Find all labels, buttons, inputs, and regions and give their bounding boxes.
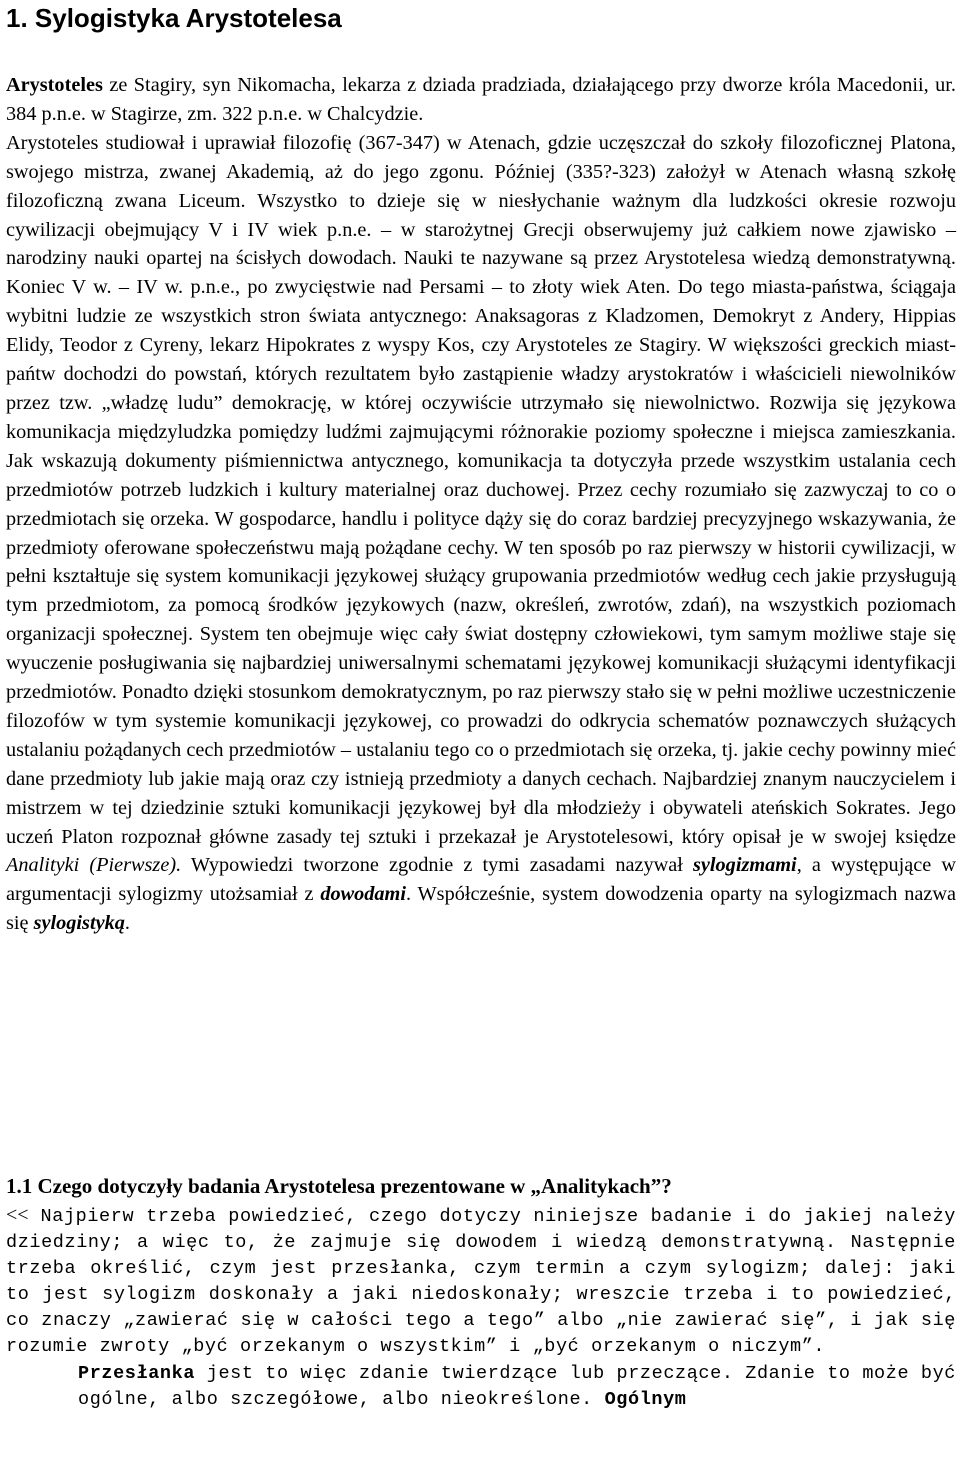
body-text [6, 71, 956, 938]
term-syllogisms: sylogizmami [693, 854, 797, 877]
quote-paragraph [6, 1202, 956, 1361]
term-proofs: dowodami [320, 883, 406, 906]
premise-text: jest to więc zdanie twierdzące lub przeczące. Zdanie to może być ogólne, albo szczegółowe, albo nieokreślone. [78, 1362, 956, 1410]
main-text-5: . [124, 912, 130, 935]
quote-text: Najpierw trzeba powiedzieć, czego dotyczy niniejsze badanie i do jakiej należy dziedziny; a więc to, że zajmuje się dowodem i wiedzą demonstratywną. Następnie trzeba określić, czym jest przesłanka, czym termin a czym sylogizm; dalej: jaki to jest sylogizm doskonały a jaki niedoskonały; wreszcie trzeba i to powiedzieć, co znaczy „zawierać się w całości tego a tego” albo „nie zawierać się”, i jak się rozumie zwroty „być orzekanym o wszystkim” i „być orzekanym o niczym”. [6, 1206, 956, 1358]
main-text-2: Wypowiedzi tworzone zgodnie z tymi zasadami nazywał [181, 854, 694, 877]
page-title: 1. Sylogistyka Arystotelesa [6, 3, 342, 33]
quote-marker: << [6, 1204, 29, 1226]
term-premise: Przesłanka [78, 1362, 196, 1384]
intro-paragraph [6, 71, 956, 129]
term-general: Ogólnym [604, 1388, 687, 1410]
main-paragraph [6, 129, 956, 938]
premise-paragraph [6, 1361, 956, 1413]
section-heading: 1.1 Czego dotyczyły badania Arystotelesa prezentowane w „Analitykach”? [6, 1174, 672, 1198]
intro-text: ze Stagiry, syn Nikomacha, lekarza z dziada pradziada, działającego przy dworze króla Macedonii, ur. 384 p.n.e. w Stagirze, zm. 322 p.n.e. w Chalcydzie. [6, 74, 956, 125]
term-syllogistics: sylogistyką [33, 912, 125, 935]
author-name: Arystoteles [6, 74, 103, 96]
quote-block [6, 1202, 956, 1413]
main-text-3: , a występujące w argumentacji sylogizmy utożsamiał z [6, 854, 956, 906]
main-text-4: . Współcześnie, system dowodzenia oparty na sylogizmach nazwa się [6, 883, 956, 935]
main-text-1: Arystoteles studiował i uprawiał filozofię (367-347) w Atenach, gdzie uczęszczał do szkoły filozoficznej Platona, swojego mistrza, zwanej Akademią, aż do jego zgonu. Później (335?-323) założył w Atenach własną szkołę filozoficzną zwana Liceum. Wszystko to dzieje się w niesłychanie ważnym dla ludzkości okresie rozwoju cywilizacji obejmujący V i IV wiek p.n.e. – w starożytnej Grecji obserwujemy już całkiem nowe zjawisko – narodziny nauki opartej na ścisłych dowodach. Nauki te nazywane są przez Arystotelesa wiedzą demonstratywną. Koniec V w. – IV w. p.n.e., po zwycięstwie nad Persami – to złoty wiek Aten. Do tego miasta-państwa, ściągaja wybitni ludzie ze wszystkich stron świata antycznego: Anaksagoras z Kladzomen, Demokryt z Andery, Hippias Elidy, Teodor z Cyreny, lekarz Hipokrates z wyspy Kos, czy Arystoteles ze Stagiry. W większości greckich miast-pańtw dochodzi do powstań, których rezultatem było zastąpienie władzy arystokratów i właścicieli niewolników przez tzw. „władzę ludu” demokrację, w której oczywiście utrzymało się niewolnictwo. Rozwija się językowa komunikacja międzyludzka pomiędzy ludźmi zajmującymi różnorakie poziomy społeczne i miejsca zamieszkania. Jak wskazują dokumenty piśmiennictwa antycznego, komunikacja ta dotyczyła przede wszystkim ustalania cech przedmiotów potrzeb ludzkich i kultury materialnej oraz duchowej. Przez cechy rozumiało się zazwyczaj to co o przedmiotach się orzeka. W gospodarce, handlu i polityce dąży się do coraz bardziej precyzyjnego wskazywania, że przedmioty oferowane społeczeństwu mają pożądane cechy. W ten sposób po raz pierwszy w historii cywilizacji, w pełni kształtuje się system komunikacji językowej służący grupowania przedmiotów według cech jakie przysługują tym przedmiotom, za pomocą środków językowych (nazw, określeń, zwrotów, zdań), na wszystkich poziomach organizacji społecznej. System ten obejmuje więc cały świat dostępny człowiekowi, tym samym możliwe staje się wyuczenie posługiwania się najbardziej uniwersalnymi schematami językowej komunikacji służącymi identyfikacji przedmiotów. Ponadto dzięki stosunkom demokratycznym, po raz pierwszy stało się w pełni możliwe uczestniczenie filozofów w tym systemie komunikacji językowej, co prowadzi do odkrycia schematów poznawczych służących ustalaniu pożądanych cech przedmiotów – ustalaniu tego co o przedmiotach się orzeka, tj. jakie cechy powinny mieć dane przedmioty lub jakie mają oraz czy istnieją przedmioty a danych cechach. Najbardziej znanym nauczycielem i mistrzem w tej dziedzinie sztuki komunikacji językowej był dla młodzieży i obywateli ateńskich Sokrates. Jego uczeń Platon rozpoznał główne zasady tej sztuki i przekazał je Arystotelesowi, który opisał je w swojej księdze [6, 131, 956, 848]
book-title: Analityki (Pierwsze). [6, 854, 182, 877]
